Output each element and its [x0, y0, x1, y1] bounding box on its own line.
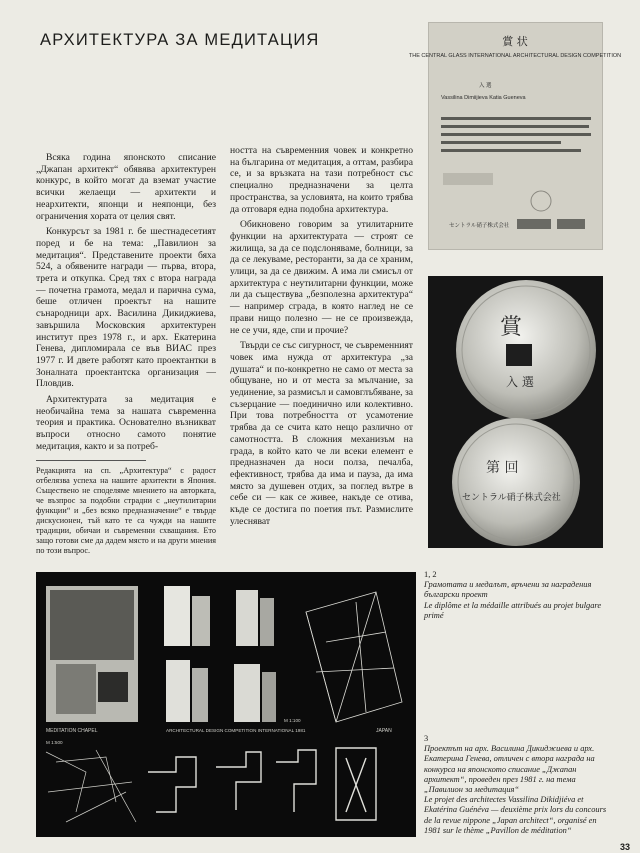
paragraph: Обикновено говорим за утилитарните функции на архитектурата — строят се жилища, за да се подслоняваме, болници, за да се лекуваме, ресторанти, за да се храним, улици, за да се движим. А има ли смисъл от архитектура с неутилитарни функции, може ли да съществува „безполезна архитектура“ — например сграда, в която наглед не се прави нищо полезно — не се произвежда, не се учи, яде, спи и прочие?	[230, 219, 413, 336]
certificate-sponsor: セントラル硝子株式会社	[449, 223, 510, 229]
footnote-divider	[36, 460, 146, 461]
medal-graphic	[428, 276, 603, 548]
board-label-left: MEDITATION CHAPEL	[46, 728, 98, 734]
project-board-photo	[36, 572, 416, 837]
editorial-footnote: Редакцията на сп. „Архитектура“ с радост отбелязва успеха на нашите архитекти в Япония. Съществено не споделяме мнението на авторката, че възпрос за подобни страдни с „неутилитарни функции“ и „без всяко предназначение“ е твърде дискусионен, тъй като те са чужди на нашите традиции, обичаи и съвременни схващания. Ето защо готови сме да дадем място и на други мнения по този въпрос.	[36, 466, 216, 555]
board-scale-1: M 1:500	[46, 740, 63, 745]
medal-back-company: セントラル硝子株式会社	[462, 493, 561, 503]
article-title: АРХИТЕКТУРА ЗА МЕДИТАЦИЯ	[40, 31, 320, 50]
paragraph: Всяка година японското списание „Джапан архитект“ обявява архитектурен конкурс, в който могат да вземат участие всички желаещи — архитекти и неархитекти, японци и неяпонци, без ограничения хората от целия свят.	[36, 152, 216, 222]
medal-front-award: 入 選	[506, 375, 534, 389]
board-label-mid: ARCHITECTURAL DESIGN COMPETITION INTERNATIONAL 1981	[166, 728, 306, 733]
certificate-names: Vassilina Dimiijieva Katia Gueneva	[441, 95, 526, 101]
caption-number: 3	[424, 734, 429, 744]
text-column-2	[230, 145, 413, 532]
medal-front-char: 賞	[500, 315, 523, 340]
certificate-award: 入 選	[479, 83, 492, 89]
board-scale-2: M 1:100	[284, 718, 301, 723]
paragraph: Твърди се със сигурност, че съвременният човек има нужда от архитектура „за душата“ и по-конкретно не само от места за общуване, но и от места за мълчание, за уединение, за размисъл и самовглъбяване, за съзерцание — поединично или колективно. При това потребността от усамотение трябва да се счита като нещо различно от самотността. В сложния механизъм на града, в който като че ли всеки елемент е предназначен да носи полза, печалба, ефективност, трябва да има и пауза, да има място за душевен отдих, за поглед вътре в себе си — как се живее, накъде се отива, къде се достига по поетия път. Размислите улесняват	[230, 340, 414, 527]
project-board-graphic	[36, 572, 416, 837]
caption-bg: Проектът на арх. Василина Дикиджиева и арх. Екатерина Генева, отличен с втора награда на конкурса на японското списание „Джапан архитект“, проведен през 1981 г. на тема „Павилион за медитация“	[424, 744, 595, 795]
medal-back-text: 第 回	[486, 460, 519, 476]
medal-photo	[428, 276, 603, 548]
text-column-1	[36, 152, 216, 457]
caption-bg: Грамотата и медалът, връчени за наградения български проект	[424, 580, 592, 600]
certificate-graphic	[408, 23, 622, 249]
certificate-photo	[408, 22, 622, 250]
certificate-heading: 賞 状	[502, 35, 528, 48]
caption-fr: Le projet des architectes Vassilina Dikidjiéva et Ekatérina Guénéva — deuxième prix lors du concours de la revue nippone „Japan architect“, organisé en 1981 sur le thème „Pavillon de méditation“	[424, 795, 607, 835]
paragraph: Архитектурата за медитация е необичайна тема за нашата съвременна теория и практика. Основателно възникват въпроси относно самото понятие медитация, както и за потреб-	[36, 394, 216, 452]
paragraph: Конкурсът за 1981 г. бе шестнадесетият поред и бе на тема: „Павилион за медитация“. Представените проекти бяха 524, а обявените награди — първа, втора, трета и откупка. Сред тях с втора награда — почетна грамота, медал и парична сума, беше отличен проектът на нашите сънародници арх. Василина Дикиджиева, завършила Московския архитектурен институт през 1978 г., и арх. Екатерина Генева, дипломирала се във ВИАС през 1977 г. И двете работят като проектантки в Зоналната проектантска организация — Пловдив.	[36, 226, 216, 390]
captions	[424, 570, 608, 839]
caption-fr: Le diplôme et la médaille attribués au projet bulgare primé	[424, 600, 602, 620]
board-label-right: JAPAN	[376, 728, 392, 734]
caption-number: 1, 2	[424, 570, 437, 579]
paragraph: ността на съвременния човек и конкретно на българина от медитация, а оттам, разбира се, и за връзката на тази потребност със специално предназначени за целта пространства, за условията, на които трябва да отговаря една подобна архитектура.	[230, 145, 413, 215]
page-number: 33	[619, 842, 630, 852]
certificate-competition: THE CENTRAL GLASS INTERNATIONAL ARCHITECTURAL DESIGN COMPETITION	[408, 53, 622, 59]
